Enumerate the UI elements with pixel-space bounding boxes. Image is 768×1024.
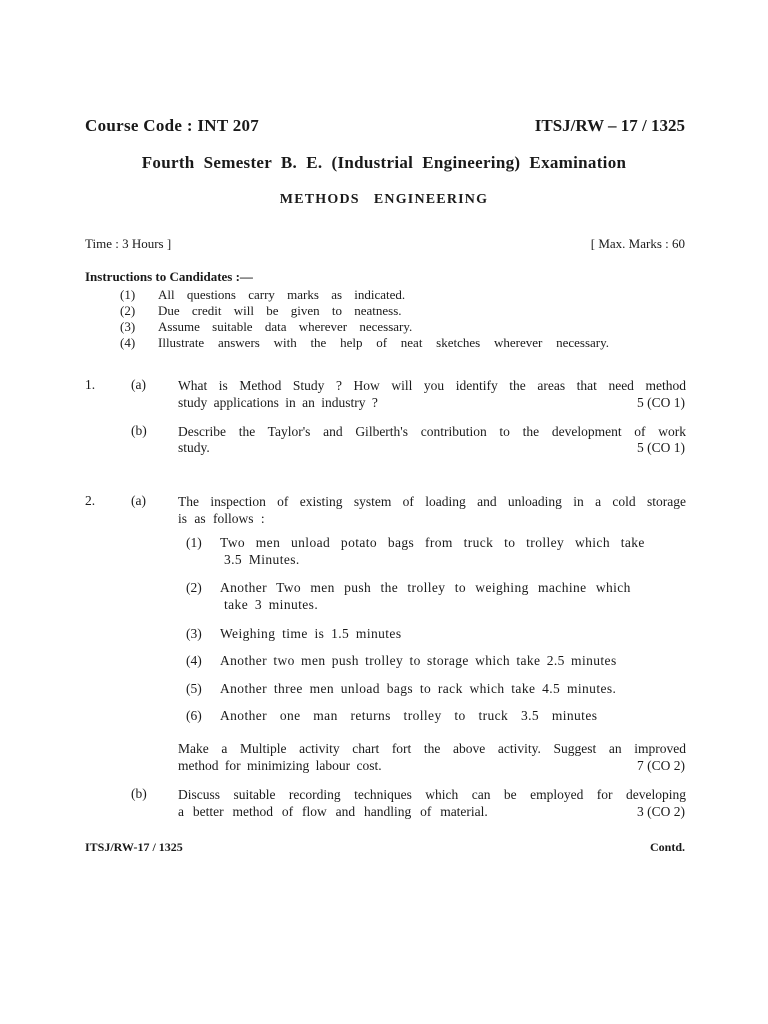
- step-text: Two men unload potato bags from truck to trolley which take: [220, 535, 645, 550]
- footer-paper-code: ITSJ/RW-17 / 1325: [85, 840, 183, 854]
- step-text: Another three men unload bags to rack which take 4.5 minutes.: [220, 681, 617, 696]
- instruction-number: (3): [120, 319, 136, 334]
- instruction-number: (2): [120, 303, 136, 318]
- question-marks: 7 (CO 2): [637, 758, 685, 773]
- question-number: 2.: [85, 493, 96, 508]
- exam-time: Time : 3 Hours ]: [85, 236, 172, 251]
- max-marks: [ Max. Marks : 60: [590, 236, 685, 251]
- instruction-text: All questions carry marks as indicated.: [158, 287, 406, 302]
- question-text: study.: [178, 440, 210, 455]
- footer-contd: Contd.: [649, 840, 685, 854]
- question-text: Make a Multiple activity chart fort the above activity. Suggest an improved: [178, 741, 686, 756]
- step-text: 3.5 Minutes.: [224, 552, 300, 567]
- question-text: What is Method Study ? How will you identify the areas that need method: [178, 378, 686, 393]
- question-part-label: (b): [131, 786, 147, 801]
- step-number: (3): [186, 626, 202, 641]
- step-text: Another one man returns trolley to truck 3.5 minutes: [220, 708, 598, 723]
- instruction-text: Due credit will be given to neatness.: [158, 303, 402, 318]
- question-text: Describe the Taylor's and Gilberth's contribution to the development of work: [178, 424, 686, 439]
- question-part-label: (b): [131, 423, 147, 438]
- question-number: 1.: [85, 377, 96, 392]
- question-part-label: (a): [131, 377, 146, 392]
- question-text: is as follows :: [178, 511, 265, 526]
- instruction-number: (1): [120, 287, 136, 302]
- question-text: The inspection of existing system of loading and unloading in a cold storage: [178, 494, 686, 509]
- question-marks: 5 (CO 1): [637, 395, 685, 410]
- course-code: Course Code : INT 207: [85, 116, 260, 135]
- step-number: (2): [186, 580, 202, 595]
- question-text: a better method of flow and handling of material.: [178, 804, 488, 819]
- step-text: Another two men push trolley to storage which take 2.5 minutes: [220, 653, 617, 668]
- question-text: study applications in an industry ?: [178, 395, 378, 410]
- instructions-title: Instructions to Candidates :—: [85, 269, 253, 284]
- question-marks: 5 (CO 1): [637, 440, 685, 455]
- step-text: Another Two men push the trolley to weighing machine which: [220, 580, 631, 595]
- question-text: Discuss suitable recording techniques which can be employed for developing: [178, 787, 686, 802]
- question-text: method for minimizing labour cost.: [178, 758, 382, 773]
- instruction-text: Assume suitable data wherever necessary.: [158, 319, 413, 334]
- step-text: take 3 minutes.: [224, 597, 319, 612]
- paper-code: ITSJ/RW – 17 / 1325: [534, 116, 685, 135]
- question-part-label: (a): [131, 493, 146, 508]
- step-number: (1): [186, 535, 202, 550]
- step-text: Weighing time is 1.5 minutes: [220, 626, 402, 641]
- step-number: (5): [186, 681, 202, 696]
- step-number: (4): [186, 653, 202, 668]
- exam-title: Fourth Semester B. E. (Industrial Engineering) Examination: [141, 153, 627, 172]
- subject-title: METHODS ENGINEERING: [279, 192, 489, 207]
- step-number: (6): [186, 708, 202, 723]
- instruction-text: Illustrate answers with the help of neat sketches wherever necessary.: [158, 335, 610, 350]
- instruction-number: (4): [120, 335, 136, 350]
- question-marks: 3 (CO 2): [637, 804, 685, 819]
